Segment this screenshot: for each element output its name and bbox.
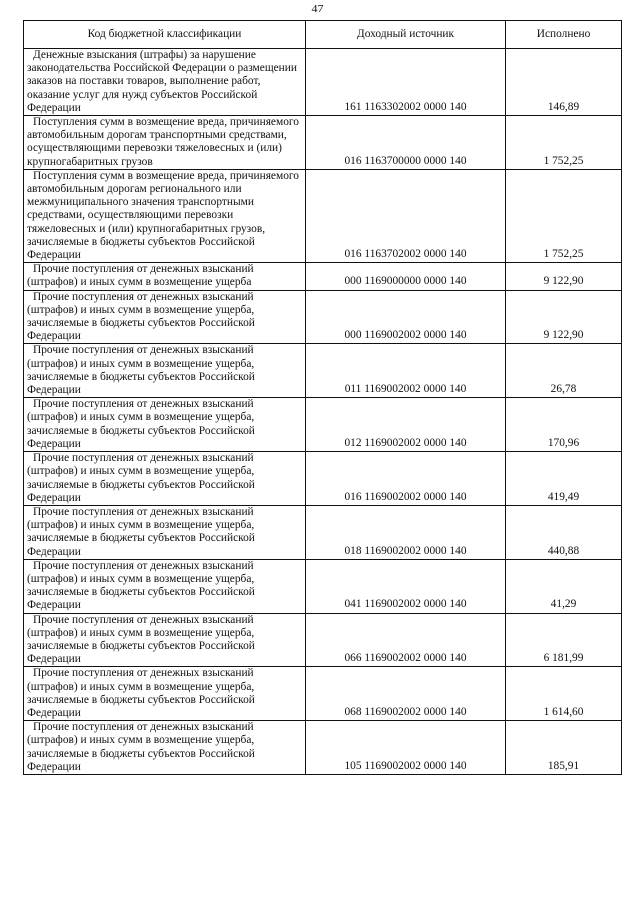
header-classification: Код бюджетной классификации: [24, 21, 306, 49]
row-code: 016 1169002002 0000 140: [306, 452, 506, 506]
table-row: [24, 49, 622, 116]
row-amount: 419,49: [506, 452, 622, 506]
table-row: [24, 344, 622, 398]
row-name: Поступления сумм в возмещение вреда, причиняемого автомобильным дорогам транспортными средствами, осуществляющими перевозки тяжеловесных и (или) крупногабаритных грузов: [24, 116, 306, 170]
row-amount: 26,78: [506, 344, 622, 398]
row-code: 068 1169002002 0000 140: [306, 667, 506, 721]
row-code: 000 1169002002 0000 140: [306, 290, 506, 344]
row-amount: 1 614,60: [506, 667, 622, 721]
page-number: 47: [311, 3, 324, 15]
row-amount: 440,88: [506, 505, 622, 559]
header-executed: Исполнено: [506, 21, 622, 49]
row-code: 105 1169002002 0000 140: [306, 721, 506, 775]
row-name: Прочие поступления от денежных взысканий (штрафов) и иных сумм в возмещение ущерба, зачисляемые в бюджеты субъектов Российской Федерации: [24, 505, 306, 559]
row-amount: 1 752,25: [506, 116, 622, 170]
row-code: 012 1169002002 0000 140: [306, 398, 506, 452]
row-amount: 9 122,90: [506, 290, 622, 344]
table-row: [24, 116, 622, 170]
row-name: Денежные взыскания (штрафы) за нарушение законодательства Российской Федерации о размещении заказов на поставки товаров, выполнение работ, оказание услуг для нужд субъектов Российской Федерации: [24, 49, 306, 116]
row-code: 018 1169002002 0000 140: [306, 505, 506, 559]
table-row: [24, 169, 622, 262]
row-name: Прочие поступления от денежных взысканий (штрафов) и иных сумм в возмещение ущерба, зачисляемые в бюджеты субъектов Российской Федерации: [24, 721, 306, 775]
row-code: 161 1163302002 0000 140: [306, 49, 506, 116]
table-row: [24, 398, 622, 452]
row-name: Прочие поступления от денежных взысканий (штрафов) и иных сумм в возмещение ущерба, зачисляемые в бюджеты субъектов Российской Федерации: [24, 452, 306, 506]
row-code: 016 1163702002 0000 140: [306, 169, 506, 262]
table-row: [24, 452, 622, 506]
row-amount: 1 752,25: [506, 169, 622, 262]
row-code: 041 1169002002 0000 140: [306, 559, 506, 613]
row-amount: 41,29: [506, 559, 622, 613]
row-amount: 9 122,90: [506, 263, 622, 290]
row-name: Прочие поступления от денежных взысканий (штрафов) и иных сумм в возмещение ущерба, зачисляемые в бюджеты субъектов Российской Федерации: [24, 398, 306, 452]
table-header-row: [24, 21, 622, 49]
row-amount: 170,96: [506, 398, 622, 452]
row-name: Прочие поступления от денежных взысканий (штрафов) и иных сумм в возмещение ущерба, зачисляемые в бюджеты субъектов Российской Федерации: [24, 344, 306, 398]
row-amount: 185,91: [506, 721, 622, 775]
table-row: [24, 721, 622, 775]
row-code: 000 1169000000 0000 140: [306, 263, 506, 290]
table-row: [24, 667, 622, 721]
row-name: Прочие поступления от денежных взысканий (штрафов) и иных сумм в возмещение ущерба, зачисляемые в бюджеты субъектов Российской Федерации: [24, 613, 306, 667]
table-row: [24, 505, 622, 559]
row-amount: 146,89: [506, 49, 622, 116]
row-code: 011 1169002002 0000 140: [306, 344, 506, 398]
row-name: Прочие поступления от денежных взысканий (штрафов) и иных сумм в возмещение ущерба, зачисляемые в бюджеты субъектов Российской Федерации: [24, 667, 306, 721]
table-row: [24, 263, 622, 290]
row-code: 066 1169002002 0000 140: [306, 613, 506, 667]
table-row: [24, 290, 622, 344]
row-code: 016 1163700000 0000 140: [306, 116, 506, 170]
budget-table: [23, 20, 622, 775]
row-name: Прочие поступления от денежных взысканий (штрафов) и иных сумм в возмещение ущерба: [24, 263, 306, 290]
header-source: Доходный источник: [306, 21, 506, 49]
row-name: Прочие поступления от денежных взысканий (штрафов) и иных сумм в возмещение ущерба, зачисляемые в бюджеты субъектов Российской Федерации: [24, 290, 306, 344]
table-row: [24, 559, 622, 613]
row-name: Прочие поступления от денежных взысканий (штрафов) и иных сумм в возмещение ущерба, зачисляемые в бюджеты субъектов Российской Федерации: [24, 559, 306, 613]
row-name: Поступления сумм в возмещение вреда, причиняемого автомобильным дорогам регионального или межмуниципального значения транспортными средствами, осуществляющими перевозки тяжеловесных и (или) крупногабаритных грузов, зачисляемые в бюджеты субъектов Российской Федерации: [24, 169, 306, 262]
table-row: [24, 613, 622, 667]
row-amount: 6 181,99: [506, 613, 622, 667]
